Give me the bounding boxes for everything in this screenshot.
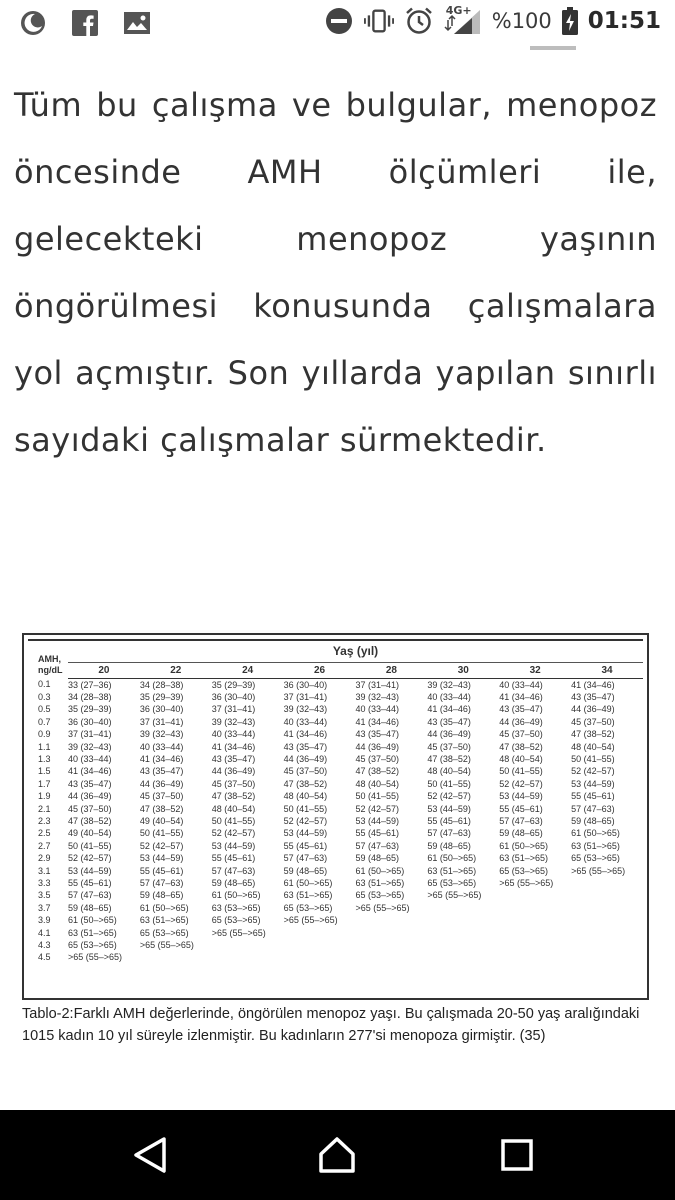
predicted-age-cell: 59 (48–65) [427, 840, 471, 851]
predicted-age-cell: 55 (45–61) [211, 853, 256, 864]
amh-column-header [28, 640, 68, 678]
predicted-age-cell: 52 (42–57) [355, 803, 400, 814]
predicted-age-cell: 53 (44–59) [211, 840, 256, 851]
table-row [28, 778, 643, 790]
predicted-age-cell: 65 (53–>65) [211, 915, 261, 926]
moon-icon [18, 8, 48, 38]
predicted-age-cell: 47 (38–52) [571, 729, 615, 740]
predicted-age-cell: 53 (44–59) [571, 778, 615, 789]
predicted-age-cell: 65 (53–>65) [355, 890, 405, 901]
amh-value-cell: 3.3 [38, 878, 51, 888]
predicted-age-cell: 53 (44–59) [283, 828, 328, 839]
table-row [28, 741, 643, 753]
table-row [28, 678, 643, 691]
amh-value-cell: 4.5 [38, 952, 51, 963]
amh-value-cell: 1.5 [38, 766, 51, 777]
amh-header-line1: AMH, [38, 654, 61, 664]
predicted-age-cell: 44 (36–49) [427, 729, 471, 740]
predicted-age-cell: 40 (33–44) [499, 679, 543, 690]
predicted-age-cell [499, 927, 571, 939]
clock: 01:51 [587, 8, 661, 34]
predicted-age-cell: 43 (35–47) [211, 753, 256, 764]
amh-value-cell: 1.9 [38, 791, 51, 802]
predicted-age-cell: 53 (44–59) [499, 791, 543, 802]
predicted-age-cell: 40 (33–44) [211, 729, 256, 740]
predicted-age-cell: 41 (34–46) [139, 753, 184, 764]
predicted-age-cell: 45 (37–50) [68, 803, 112, 814]
predicted-age-cell: 65 (53–>65) [427, 878, 477, 888]
predicted-age-cell: 47 (38–52) [427, 753, 471, 764]
predicted-age-cell: 55 (45–61) [427, 815, 471, 826]
battery-percentage: %100 [491, 9, 552, 33]
predicted-age-cell: 48 (40–54) [355, 778, 400, 789]
predicted-age-cell [499, 939, 571, 951]
home-icon [317, 1136, 357, 1174]
predicted-age-cell: 49 (40–54) [68, 828, 112, 839]
predicted-age-cell: 61 (50–>65) [139, 902, 189, 913]
predicted-age-cell: 39 (32–43) [283, 704, 328, 715]
age-column-header: 20 [68, 662, 140, 678]
table-row [28, 716, 643, 728]
age-column-header: 32 [499, 662, 571, 678]
predicted-age-cell: 48 (40–54) [283, 791, 328, 802]
predicted-age-cell: 40 (33–44) [139, 741, 184, 752]
predicted-age-cell: 63 (51–>65) [283, 890, 333, 901]
predicted-age-cell: 44 (36–49) [283, 753, 328, 764]
age-column-header: 28 [356, 662, 428, 678]
navigation-bar [0, 1110, 675, 1200]
predicted-age-cell: 47 (38–52) [355, 766, 400, 777]
predicted-age-cell: 53 (44–59) [139, 853, 184, 864]
amh-value-cell: 0.1 [38, 679, 51, 690]
predicted-age-cell: 57 (47–63) [427, 828, 471, 839]
predicted-age-cell: 45 (37–50) [571, 716, 615, 727]
predicted-age-cell: 59 (48–65) [355, 853, 400, 864]
predicted-age-cell: 44 (36–49) [499, 716, 543, 727]
predicted-age-cell: 65 (53–>65) [571, 853, 620, 864]
recent-apps-button[interactable] [492, 1132, 542, 1178]
predicted-age-cell: 37 (31–41) [355, 679, 400, 690]
predicted-age-cell: 65 (53–>65) [68, 940, 117, 951]
predicted-age-cell: 41 (34–46) [283, 729, 328, 740]
predicted-age-cell: 37 (31–41) [283, 691, 328, 702]
amh-value-cell: 0.3 [38, 691, 51, 702]
amh-value-cell: 2.5 [38, 828, 51, 839]
predicted-age-cell: >65 (55–>65) [355, 902, 410, 913]
table-row [28, 765, 643, 777]
predicted-age-cell: 61 (50–>65) [355, 865, 405, 876]
predicted-age-cell: 48 (40–54) [499, 753, 543, 764]
predicted-age-cell: 40 (33–44) [283, 716, 328, 727]
predicted-age-cell: 53 (44–59) [427, 803, 471, 814]
predicted-age-cell: 36 (30–40) [139, 704, 184, 715]
amh-value-cell: 0.7 [38, 716, 51, 727]
predicted-age-cell: 36 (30–40) [68, 716, 112, 727]
predicted-age-cell: 43 (35–47) [499, 704, 543, 715]
amh-value-cell: 1.3 [38, 753, 51, 764]
predicted-age-cell [499, 902, 571, 914]
predicted-age-cell: 35 (29–39) [211, 679, 256, 690]
predicted-age-cell: 50 (41–55) [139, 828, 184, 839]
predicted-age-cell: 41 (34–46) [211, 741, 256, 752]
predicted-age-cell: 47 (38–52) [68, 815, 112, 826]
predicted-age-cell: 47 (38–52) [139, 803, 184, 814]
predicted-age-cell: 53 (44–59) [355, 815, 400, 826]
table-body [28, 678, 643, 964]
predicted-age-cell: 55 (45–61) [139, 865, 184, 876]
predicted-age-cell: 41 (34–46) [427, 704, 471, 715]
predicted-age-cell [356, 951, 428, 963]
predicted-age-cell: 40 (33–44) [355, 704, 400, 715]
table-row [28, 728, 643, 740]
predicted-age-cell: 63 (53–>65) [211, 902, 261, 913]
predicted-age-cell: 36 (30–40) [283, 679, 328, 690]
scroll-indicator [530, 46, 576, 50]
predicted-age-cell: 45 (37–50) [139, 791, 184, 802]
amh-value-cell: 2.3 [38, 815, 51, 826]
predicted-age-cell: 43 (35–47) [283, 741, 328, 752]
predicted-age-cell: 44 (36–49) [139, 778, 184, 789]
predicted-age-cell: 55 (45–61) [283, 840, 328, 851]
predicted-age-cell: 47 (38–52) [283, 778, 328, 789]
predicted-age-cell: 44 (36–49) [355, 741, 400, 752]
predicted-age-cell: 59 (48–65) [571, 815, 615, 826]
predicted-age-cell: 59 (48–65) [499, 828, 543, 839]
predicted-age-cell [427, 902, 499, 914]
predicted-age-cell [499, 951, 571, 963]
predicted-age-cell: 35 (29–39) [68, 704, 112, 715]
predicted-age-cell: >65 (55–>65) [139, 940, 194, 951]
predicted-age-cell [427, 914, 499, 926]
predicted-age-cell: 41 (34–46) [571, 679, 615, 690]
predicted-age-cell [356, 927, 428, 939]
predicted-age-cell: 34 (28–38) [139, 679, 184, 690]
amh-value-cell: 2.9 [38, 853, 51, 864]
predicted-age-cell: 45 (37–50) [283, 766, 328, 777]
predicted-age-cell: 41 (34–46) [355, 716, 400, 727]
predicted-age-cell: 44 (36–49) [571, 704, 615, 715]
predicted-age-cell: 57 (47–63) [283, 853, 328, 864]
table-row [28, 691, 643, 703]
predicted-age-cell [284, 927, 356, 939]
predicted-age-cell: 63 (51–>65) [139, 915, 189, 926]
predicted-age-cell: 33 (27–36) [68, 679, 112, 690]
predicted-age-cell [571, 877, 643, 889]
predicted-age-cell [427, 951, 499, 963]
table-caption: Tablo-2:Farklı AMH değerlerinde, öngörülen menopoz yaşı. Bu çalışmada 20-50 yaş aralığındaki 1015 kadın 10 yıl süreyle izlenmiştir. Bu kadınların 277'si menopoza girmiştir. (35) [22, 1006, 640, 1044]
predicted-age-cell: 39 (32–43) [355, 691, 400, 702]
predicted-age-cell [356, 914, 428, 926]
amh-value-cell: 0.9 [38, 729, 51, 740]
vibrate-icon [364, 6, 394, 36]
predicted-age-cell: 61 (50–>65) [68, 915, 117, 926]
table-row [28, 951, 643, 963]
predicted-age-cell: 48 (40–54) [427, 766, 471, 777]
predicted-age-cell: 63 (51–>65) [68, 927, 117, 938]
predicted-age-cell: 55 (45–61) [355, 828, 400, 839]
predicted-age-cell: 50 (41–55) [211, 815, 256, 826]
amh-value-cell: 3.5 [38, 890, 51, 901]
battery-charging-icon [562, 6, 578, 36]
predicted-age-cell: 65 (53–>65) [139, 927, 189, 938]
predicted-age-cell: 47 (38–52) [499, 741, 543, 752]
predicted-age-cell [284, 939, 356, 951]
predicted-age-cell: 45 (37–50) [211, 778, 256, 789]
predicted-age-cell: 59 (48–65) [68, 902, 112, 913]
predicted-age-cell: 61 (50–>65) [283, 878, 333, 888]
table-row [28, 803, 643, 815]
table-row [28, 927, 643, 939]
table-row [28, 840, 643, 852]
age-column-header: 24 [212, 662, 284, 678]
table-row [28, 902, 643, 914]
amh-value-cell: 3.7 [38, 902, 51, 913]
table-row [28, 790, 643, 802]
predicted-age-cell: 59 (48–65) [283, 865, 328, 876]
predicted-age-cell: 52 (42–57) [427, 791, 471, 802]
status-bar [0, 0, 675, 46]
table-row [28, 865, 643, 877]
predicted-age-cell: 63 (51–>65) [499, 853, 549, 864]
predicted-age-cell: 55 (45–61) [571, 791, 615, 802]
predicted-age-cell [571, 902, 643, 914]
predicted-age-cell [571, 914, 643, 926]
predicted-age-cell: 35 (29–39) [139, 691, 184, 702]
amh-table-figure [22, 633, 649, 1000]
predicted-age-cell: 43 (35–47) [139, 766, 184, 777]
predicted-age-cell: 50 (41–55) [499, 766, 543, 777]
predicted-age-cell [571, 939, 643, 951]
predicted-age-cell: 61 (50–>65) [571, 828, 620, 839]
amh-value-cell: 4.1 [38, 927, 51, 938]
table-row [28, 753, 643, 765]
predicted-age-cell: 61 (50–>65) [427, 853, 477, 864]
age-column-header: 22 [140, 662, 212, 678]
predicted-age-cell: 48 (40–54) [211, 803, 256, 814]
predicted-age-cell: 43 (35–47) [355, 729, 400, 740]
predicted-age-cell: 41 (34–46) [499, 691, 543, 702]
predicted-age-cell: 50 (41–55) [68, 840, 112, 851]
predicted-age-cell: 43 (35–47) [571, 691, 615, 702]
predicted-age-cell: 45 (37–50) [427, 741, 471, 752]
predicted-age-cell: 61 (50–>65) [211, 890, 261, 901]
predicted-age-cell: 44 (36–49) [68, 791, 112, 802]
predicted-age-cell [571, 951, 643, 963]
predicted-age-cell: 63 (51–>65) [571, 840, 620, 851]
image-icon [122, 8, 152, 38]
amh-value-cell: 1.1 [38, 741, 51, 752]
predicted-age-cell [427, 927, 499, 939]
predicted-age-cell: 57 (47–63) [355, 840, 400, 851]
predicted-age-cell: 45 (37–50) [499, 729, 543, 740]
amh-age-table [28, 639, 643, 964]
amh-value-cell: 3.9 [38, 915, 51, 926]
predicted-age-cell: 37 (31–41) [139, 716, 184, 727]
predicted-age-cell: 34 (28–38) [68, 691, 112, 702]
age-column-header: 30 [427, 662, 499, 678]
predicted-age-cell: 53 (44–59) [68, 865, 112, 876]
predicted-age-cell [427, 939, 499, 951]
predicted-age-cell: 40 (33–44) [427, 691, 471, 702]
predicted-age-cell: 52 (42–57) [571, 766, 615, 777]
predicted-age-cell [571, 927, 643, 939]
amh-value-cell: 2.1 [38, 803, 51, 814]
predicted-age-cell: 57 (47–63) [499, 815, 543, 826]
predicted-age-cell: 39 (32–43) [139, 729, 184, 740]
predicted-age-cell: 40 (33–44) [68, 753, 112, 764]
predicted-age-cell: 57 (47–63) [211, 865, 256, 876]
predicted-age-cell [571, 889, 643, 901]
amh-value-cell: 4.3 [38, 940, 51, 951]
predicted-age-cell: 50 (41–55) [355, 791, 400, 802]
table-row [28, 703, 643, 715]
age-group-header: Yaş (yıl) [68, 640, 643, 662]
predicted-age-cell: 63 (51–>65) [427, 865, 477, 876]
predicted-age-cell: 61 (50–>65) [499, 840, 549, 851]
predicted-age-cell: 52 (42–57) [211, 828, 256, 839]
back-icon [132, 1136, 168, 1174]
signal-icon [444, 6, 482, 36]
predicted-age-cell: 39 (32–43) [427, 679, 471, 690]
predicted-age-cell: 48 (40–54) [571, 741, 615, 752]
predicted-age-cell: 52 (42–57) [68, 853, 112, 864]
table-row [28, 877, 643, 889]
predicted-age-cell: 37 (31–41) [68, 729, 112, 740]
predicted-age-cell: 36 (30–40) [211, 691, 256, 702]
predicted-age-cell: 57 (47–63) [571, 803, 615, 814]
predicted-age-cell: 52 (42–57) [283, 815, 328, 826]
predicted-age-cell: 41 (34–46) [68, 766, 112, 777]
predicted-age-cell: 37 (31–41) [211, 704, 256, 715]
table-row [28, 827, 643, 839]
home-button[interactable] [312, 1132, 362, 1178]
back-button[interactable] [125, 1132, 175, 1178]
predicted-age-cell: 59 (48–65) [211, 878, 256, 888]
predicted-age-cell: 43 (35–47) [68, 778, 112, 789]
predicted-age-cell [499, 914, 571, 926]
table-row [28, 852, 643, 864]
predicted-age-cell: 52 (42–57) [139, 840, 184, 851]
predicted-age-cell: 55 (45–61) [68, 878, 112, 888]
predicted-age-cell: 65 (53–>65) [499, 865, 549, 876]
predicted-age-cell: >65 (55–>65) [283, 915, 338, 926]
predicted-age-cell: 49 (40–54) [139, 815, 184, 826]
amh-value-cell: 1.7 [38, 778, 51, 789]
table-row [28, 939, 643, 951]
amh-header-line2: ng/dL [38, 665, 63, 675]
predicted-age-cell [140, 951, 212, 963]
predicted-age-cell: 63 (51–>65) [355, 878, 405, 888]
table-row [28, 914, 643, 926]
facebook-icon [70, 8, 100, 38]
age-header-row [28, 662, 643, 678]
do-not-disturb-icon [324, 6, 354, 36]
network-type-label: 4G+ [445, 4, 472, 17]
amh-value-cell: 2.7 [38, 840, 51, 851]
predicted-age-cell: 65 (53–>65) [283, 902, 333, 913]
predicted-age-cell: 45 (37–50) [355, 753, 400, 764]
predicted-age-cell: >65 (55–>65) [427, 890, 482, 901]
predicted-age-cell: >65 (55–>65) [499, 878, 554, 888]
predicted-age-cell: 50 (41–55) [283, 803, 328, 814]
age-column-header: 26 [284, 662, 356, 678]
predicted-age-cell: 44 (36–49) [211, 766, 256, 777]
predicted-age-cell: 52 (42–57) [499, 778, 543, 789]
predicted-age-cell: 39 (32–43) [211, 716, 256, 727]
predicted-age-cell: 39 (32–43) [68, 741, 112, 752]
predicted-age-cell: >65 (55–>65) [68, 952, 123, 963]
predicted-age-cell: 43 (35–47) [427, 716, 471, 727]
predicted-age-cell: 57 (47–63) [68, 890, 112, 901]
predicted-age-cell: 50 (41–55) [571, 753, 615, 764]
recent-apps-icon [500, 1138, 534, 1172]
predicted-age-cell: >65 (55–>65) [571, 865, 626, 876]
predicted-age-cell: 55 (45–61) [499, 803, 543, 814]
amh-value-cell: 3.1 [38, 865, 51, 876]
table-row [28, 889, 643, 901]
predicted-age-cell [356, 939, 428, 951]
alarm-icon [404, 6, 434, 36]
predicted-age-cell: 50 (41–55) [427, 778, 471, 789]
predicted-age-cell [499, 889, 571, 901]
predicted-age-cell: 57 (47–63) [139, 878, 184, 888]
table-row [28, 815, 643, 827]
predicted-age-cell: >65 (55–>65) [211, 927, 266, 938]
amh-value-cell: 0.5 [38, 704, 51, 715]
predicted-age-cell: 47 (38–52) [211, 791, 256, 802]
predicted-age-cell [212, 951, 284, 963]
predicted-age-cell [284, 951, 356, 963]
article-paragraph: Tüm bu çalışma ve bulgular, menopoz öncesinde AMH ölçümleri ile, gelecekteki menopoz yaşının öngörülmesi konusunda çalışmalara yol açmıştır. Son yıllarda yapılan sınırlı sayıdaki çalışmalar sürmektedir. [14, 86, 657, 459]
predicted-age-cell [212, 939, 284, 951]
predicted-age-cell: 59 (48–65) [139, 890, 184, 901]
age-column-header: 34 [571, 662, 643, 678]
